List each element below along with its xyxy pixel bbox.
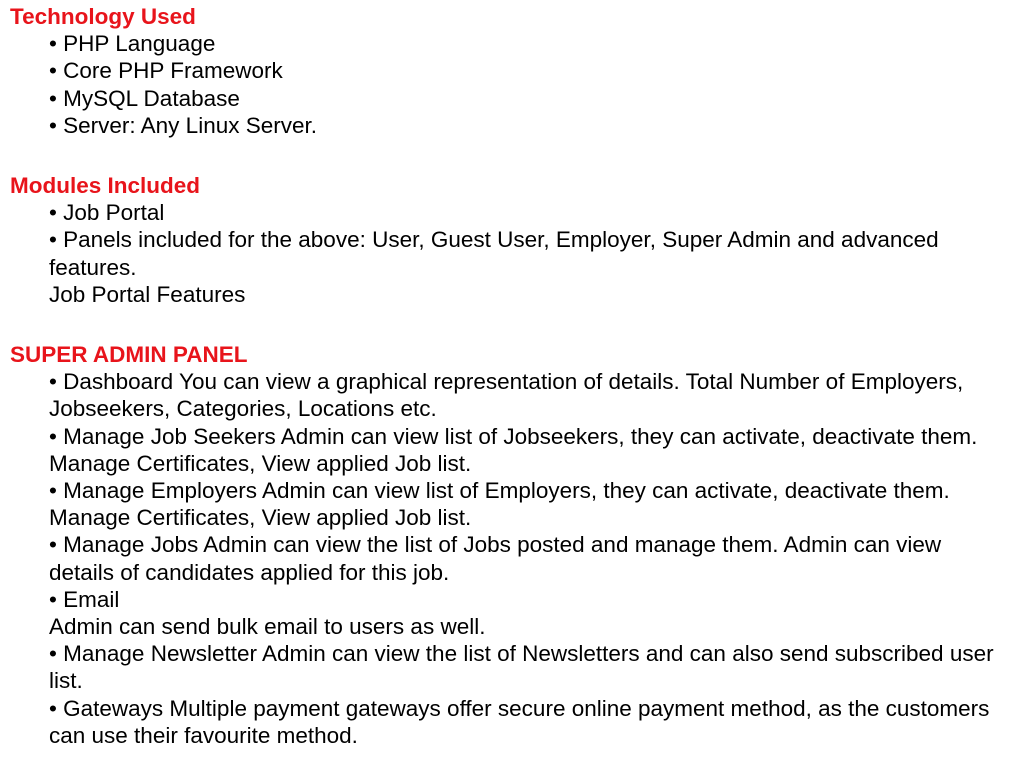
list-item: • Job Portal (49, 200, 165, 226)
list-item: • Email (49, 586, 120, 612)
list-item: • Manage Job Seekers Admin can view list of Jobseekers, they can activate, deactivate them. Manage Certificates, View applied Job list. (49, 423, 978, 476)
section-heading: SUPER ADMIN PANEL (10, 342, 248, 368)
list-item: • Gateways Multiple payment gateways offer secure online payment method, as the customers can use their favourite method. (49, 695, 990, 748)
list-item: Job Portal Features (49, 281, 246, 307)
list-item: Admin can send bulk email to users as well. (49, 614, 486, 640)
list-item: • Core PHP Framework (49, 58, 283, 84)
section-technology-used (10, 3, 1014, 139)
list-item: • Manage Jobs Admin can view the list of Jobs posted and manage them. Admin can view details of candidates applied for this job. (49, 532, 942, 585)
list-item: • PHP Language (49, 31, 216, 57)
list-item: • MySQL Database (49, 85, 240, 111)
list-item: • Manage Employers Admin can view list of Employers, they can activate, deactivate them. Manage Certificates, View applied Job list. (49, 478, 950, 531)
section-super-admin-panel (10, 341, 1014, 749)
section-modules-included (10, 172, 1014, 308)
list-item: • Panels included for the above: User, Guest User, Employer, Super Admin and advanced features. (49, 227, 939, 280)
list-item: • Server: Any Linux Server. (49, 112, 318, 138)
section-heading: Technology Used (10, 4, 196, 29)
list-item: • Dashboard You can view a graphical representation of details. Total Number of Employers, Jobseekers, Categories, Locations etc. (49, 369, 964, 422)
list-item: • Manage Newsletter Admin can view the list of Newsletters and can also send subscribed user list. (49, 641, 994, 694)
section-heading: Modules Included (10, 173, 201, 199)
slide-content (10, 3, 1014, 749)
